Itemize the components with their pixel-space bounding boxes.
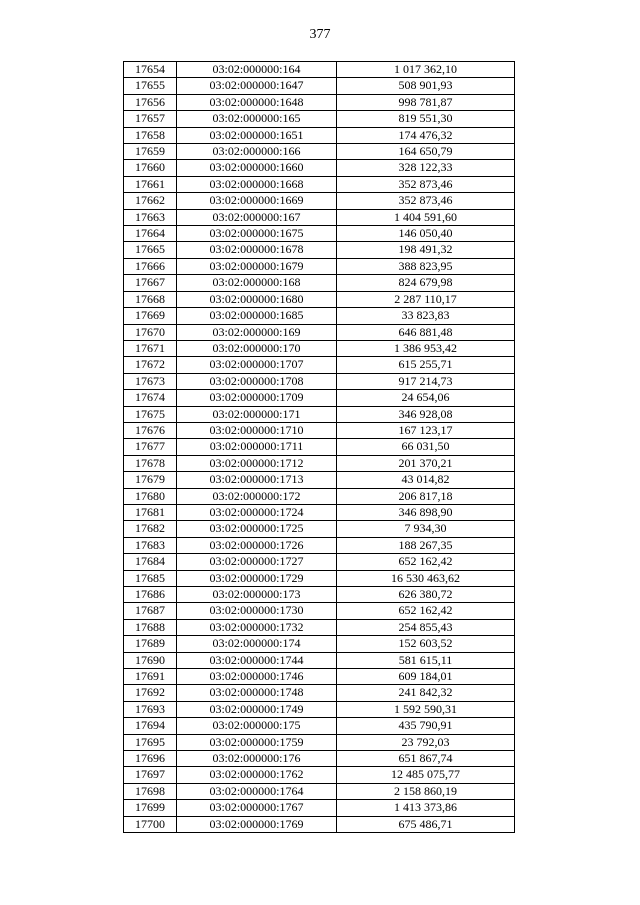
row-number-cell: 17688 xyxy=(124,619,177,635)
table-row xyxy=(124,275,515,291)
value-cell: 998 781,87 xyxy=(337,94,515,110)
value-cell: 581 615,11 xyxy=(337,652,515,668)
row-number-cell: 17663 xyxy=(124,209,177,225)
cadastral-number-cell: 03:02:000000:1769 xyxy=(177,816,337,832)
value-cell: 201 370,21 xyxy=(337,455,515,471)
row-number-cell: 17682 xyxy=(124,521,177,537)
row-number-cell: 17655 xyxy=(124,78,177,94)
table-row xyxy=(124,193,515,209)
table-row xyxy=(124,127,515,143)
cadastral-number-cell: 03:02:000000:1648 xyxy=(177,94,337,110)
row-number-cell: 17661 xyxy=(124,176,177,192)
cadastral-number-cell: 03:02:000000:1660 xyxy=(177,160,337,176)
row-number-cell: 17670 xyxy=(124,324,177,340)
row-number-cell: 17699 xyxy=(124,800,177,816)
table-row xyxy=(124,718,515,734)
cadastral-number-cell: 03:02:000000:1726 xyxy=(177,537,337,553)
cadastral-number-cell: 03:02:000000:1730 xyxy=(177,603,337,619)
cadastral-number-cell: 03:02:000000:1710 xyxy=(177,422,337,438)
cadastral-number-cell: 03:02:000000:1762 xyxy=(177,767,337,783)
table-row xyxy=(124,767,515,783)
value-cell: 16 530 463,62 xyxy=(337,570,515,586)
page-number: 377 xyxy=(309,27,331,42)
value-cell: 917 214,73 xyxy=(337,373,515,389)
cadastral-number-cell: 03:02:000000:1729 xyxy=(177,570,337,586)
row-number-cell: 17691 xyxy=(124,669,177,685)
value-cell: 2 287 110,17 xyxy=(337,291,515,307)
table-row xyxy=(124,800,515,816)
row-number-cell: 17662 xyxy=(124,193,177,209)
cadastral-number-cell: 03:02:000000:175 xyxy=(177,718,337,734)
table-row xyxy=(124,160,515,176)
row-number-cell: 17696 xyxy=(124,751,177,767)
table-row xyxy=(124,669,515,685)
row-number-cell: 17659 xyxy=(124,144,177,160)
table-row xyxy=(124,422,515,438)
row-number-cell: 17695 xyxy=(124,734,177,750)
value-cell: 1 592 590,31 xyxy=(337,701,515,717)
cadastral-number-cell: 03:02:000000:1647 xyxy=(177,78,337,94)
value-cell: 241 842,32 xyxy=(337,685,515,701)
cadastral-number-cell: 03:02:000000:176 xyxy=(177,751,337,767)
cadastral-number-cell: 03:02:000000:1711 xyxy=(177,439,337,455)
table-row xyxy=(124,176,515,192)
row-number-cell: 17660 xyxy=(124,160,177,176)
cadastral-number-cell: 03:02:000000:1712 xyxy=(177,455,337,471)
cadastral-number-cell: 03:02:000000:1764 xyxy=(177,783,337,799)
row-number-cell: 17656 xyxy=(124,94,177,110)
table-row xyxy=(124,324,515,340)
row-number-cell: 17671 xyxy=(124,340,177,356)
row-number-cell: 17657 xyxy=(124,111,177,127)
cadastral-value-table xyxy=(123,61,515,833)
row-number-cell: 17698 xyxy=(124,783,177,799)
cadastral-number-cell: 03:02:000000:1651 xyxy=(177,127,337,143)
row-number-cell: 17692 xyxy=(124,685,177,701)
cadastral-number-cell: 03:02:000000:1708 xyxy=(177,373,337,389)
table-row xyxy=(124,340,515,356)
row-number-cell: 17690 xyxy=(124,652,177,668)
cadastral-number-cell: 03:02:000000:1669 xyxy=(177,193,337,209)
table-row xyxy=(124,291,515,307)
cadastral-number-cell: 03:02:000000:170 xyxy=(177,340,337,356)
value-cell: 824 679,98 xyxy=(337,275,515,291)
table-row xyxy=(124,554,515,570)
row-number-cell: 17667 xyxy=(124,275,177,291)
value-cell: 652 162,42 xyxy=(337,603,515,619)
value-cell: 2 158 860,19 xyxy=(337,783,515,799)
row-number-cell: 17681 xyxy=(124,504,177,520)
table-row xyxy=(124,406,515,422)
value-cell: 188 267,35 xyxy=(337,537,515,553)
row-number-cell: 17683 xyxy=(124,537,177,553)
value-cell: 328 122,33 xyxy=(337,160,515,176)
value-cell: 352 873,46 xyxy=(337,176,515,192)
cadastral-number-cell: 03:02:000000:1727 xyxy=(177,554,337,570)
row-number-cell: 17665 xyxy=(124,242,177,258)
row-number-cell: 17673 xyxy=(124,373,177,389)
cadastral-number-cell: 03:02:000000:164 xyxy=(177,62,337,78)
row-number-cell: 17676 xyxy=(124,422,177,438)
value-cell: 174 476,32 xyxy=(337,127,515,143)
row-number-cell: 17664 xyxy=(124,226,177,242)
table-row xyxy=(124,62,515,78)
value-cell: 206 817,18 xyxy=(337,488,515,504)
value-cell: 24 654,06 xyxy=(337,390,515,406)
table-row xyxy=(124,78,515,94)
row-number-cell: 17680 xyxy=(124,488,177,504)
cadastral-number-cell: 03:02:000000:1685 xyxy=(177,308,337,324)
cadastral-number-cell: 03:02:000000:172 xyxy=(177,488,337,504)
row-number-cell: 17666 xyxy=(124,258,177,274)
row-number-cell: 17669 xyxy=(124,308,177,324)
cadastral-number-cell: 03:02:000000:1749 xyxy=(177,701,337,717)
cadastral-number-cell: 03:02:000000:1746 xyxy=(177,669,337,685)
value-cell: 651 867,74 xyxy=(337,751,515,767)
table-row xyxy=(124,209,515,225)
value-cell: 609 184,01 xyxy=(337,669,515,685)
table-row xyxy=(124,603,515,619)
table-row xyxy=(124,226,515,242)
table-row xyxy=(124,701,515,717)
cadastral-number-cell: 03:02:000000:174 xyxy=(177,636,337,652)
value-cell: 164 650,79 xyxy=(337,144,515,160)
table-row xyxy=(124,734,515,750)
row-number-cell: 17693 xyxy=(124,701,177,717)
value-cell: 646 881,48 xyxy=(337,324,515,340)
table-row xyxy=(124,521,515,537)
row-number-cell: 17677 xyxy=(124,439,177,455)
table-row xyxy=(124,537,515,553)
table-row xyxy=(124,504,515,520)
table-row xyxy=(124,783,515,799)
value-cell: 7 934,30 xyxy=(337,521,515,537)
table-row xyxy=(124,111,515,127)
cadastral-number-cell: 03:02:000000:1679 xyxy=(177,258,337,274)
value-cell: 346 898,90 xyxy=(337,504,515,520)
row-number-cell: 17678 xyxy=(124,455,177,471)
table-row xyxy=(124,751,515,767)
cadastral-number-cell: 03:02:000000:166 xyxy=(177,144,337,160)
value-cell: 652 162,42 xyxy=(337,554,515,570)
value-cell: 23 792,03 xyxy=(337,734,515,750)
value-cell: 615 255,71 xyxy=(337,357,515,373)
value-cell: 152 603,52 xyxy=(337,636,515,652)
value-cell: 819 551,30 xyxy=(337,111,515,127)
row-number-cell: 17686 xyxy=(124,587,177,603)
row-number-cell: 17679 xyxy=(124,472,177,488)
row-number-cell: 17668 xyxy=(124,291,177,307)
table-body xyxy=(124,62,515,833)
cadastral-number-cell: 03:02:000000:1675 xyxy=(177,226,337,242)
table-row xyxy=(124,636,515,652)
row-number-cell: 17687 xyxy=(124,603,177,619)
table-row xyxy=(124,390,515,406)
cadastral-number-cell: 03:02:000000:169 xyxy=(177,324,337,340)
cadastral-number-cell: 03:02:000000:1744 xyxy=(177,652,337,668)
table-row xyxy=(124,472,515,488)
table-row xyxy=(124,308,515,324)
cadastral-number-cell: 03:02:000000:1759 xyxy=(177,734,337,750)
value-cell: 626 380,72 xyxy=(337,587,515,603)
value-cell: 33 823,83 xyxy=(337,308,515,324)
row-number-cell: 17672 xyxy=(124,357,177,373)
cadastral-number-cell: 03:02:000000:1709 xyxy=(177,390,337,406)
cadastral-number-cell: 03:02:000000:1678 xyxy=(177,242,337,258)
value-cell: 43 014,82 xyxy=(337,472,515,488)
cadastral-number-cell: 03:02:000000:1748 xyxy=(177,685,337,701)
row-number-cell: 17689 xyxy=(124,636,177,652)
value-cell: 388 823,95 xyxy=(337,258,515,274)
cadastral-number-cell: 03:02:000000:1732 xyxy=(177,619,337,635)
row-number-cell: 17674 xyxy=(124,390,177,406)
value-cell: 1 017 362,10 xyxy=(337,62,515,78)
value-cell: 435 790,91 xyxy=(337,718,515,734)
table-row xyxy=(124,439,515,455)
value-cell: 346 928,08 xyxy=(337,406,515,422)
value-cell: 146 050,40 xyxy=(337,226,515,242)
cadastral-number-cell: 03:02:000000:1725 xyxy=(177,521,337,537)
table-row xyxy=(124,258,515,274)
table-row xyxy=(124,619,515,635)
value-cell: 352 873,46 xyxy=(337,193,515,209)
table-row xyxy=(124,144,515,160)
table-row xyxy=(124,570,515,586)
cadastral-number-cell: 03:02:000000:165 xyxy=(177,111,337,127)
value-cell: 675 486,71 xyxy=(337,816,515,832)
value-cell: 254 855,43 xyxy=(337,619,515,635)
row-number-cell: 17684 xyxy=(124,554,177,570)
cadastral-number-cell: 03:02:000000:171 xyxy=(177,406,337,422)
table-row xyxy=(124,242,515,258)
value-cell: 12 485 075,77 xyxy=(337,767,515,783)
value-cell: 1 404 591,60 xyxy=(337,209,515,225)
row-number-cell: 17654 xyxy=(124,62,177,78)
row-number-cell: 17700 xyxy=(124,816,177,832)
row-number-cell: 17694 xyxy=(124,718,177,734)
row-number-cell: 17685 xyxy=(124,570,177,586)
cadastral-number-cell: 03:02:000000:173 xyxy=(177,587,337,603)
cadastral-number-cell: 03:02:000000:1668 xyxy=(177,176,337,192)
table-row xyxy=(124,94,515,110)
row-number-cell: 17675 xyxy=(124,406,177,422)
value-cell: 167 123,17 xyxy=(337,422,515,438)
table-row xyxy=(124,373,515,389)
table-row xyxy=(124,455,515,471)
cadastral-number-cell: 03:02:000000:1713 xyxy=(177,472,337,488)
row-number-cell: 17697 xyxy=(124,767,177,783)
cadastral-number-cell: 03:02:000000:1767 xyxy=(177,800,337,816)
row-number-cell: 17658 xyxy=(124,127,177,143)
table-row xyxy=(124,587,515,603)
value-cell: 198 491,32 xyxy=(337,242,515,258)
value-cell: 66 031,50 xyxy=(337,439,515,455)
table-row xyxy=(124,816,515,832)
cadastral-number-cell: 03:02:000000:1724 xyxy=(177,504,337,520)
cadastral-number-cell: 03:02:000000:168 xyxy=(177,275,337,291)
cadastral-number-cell: 03:02:000000:1707 xyxy=(177,357,337,373)
table-row xyxy=(124,488,515,504)
value-cell: 508 901,93 xyxy=(337,78,515,94)
value-cell: 1 386 953,42 xyxy=(337,340,515,356)
cadastral-number-cell: 03:02:000000:167 xyxy=(177,209,337,225)
value-cell: 1 413 373,86 xyxy=(337,800,515,816)
table-row xyxy=(124,652,515,668)
table-row xyxy=(124,357,515,373)
table-row xyxy=(124,685,515,701)
cadastral-number-cell: 03:02:000000:1680 xyxy=(177,291,337,307)
